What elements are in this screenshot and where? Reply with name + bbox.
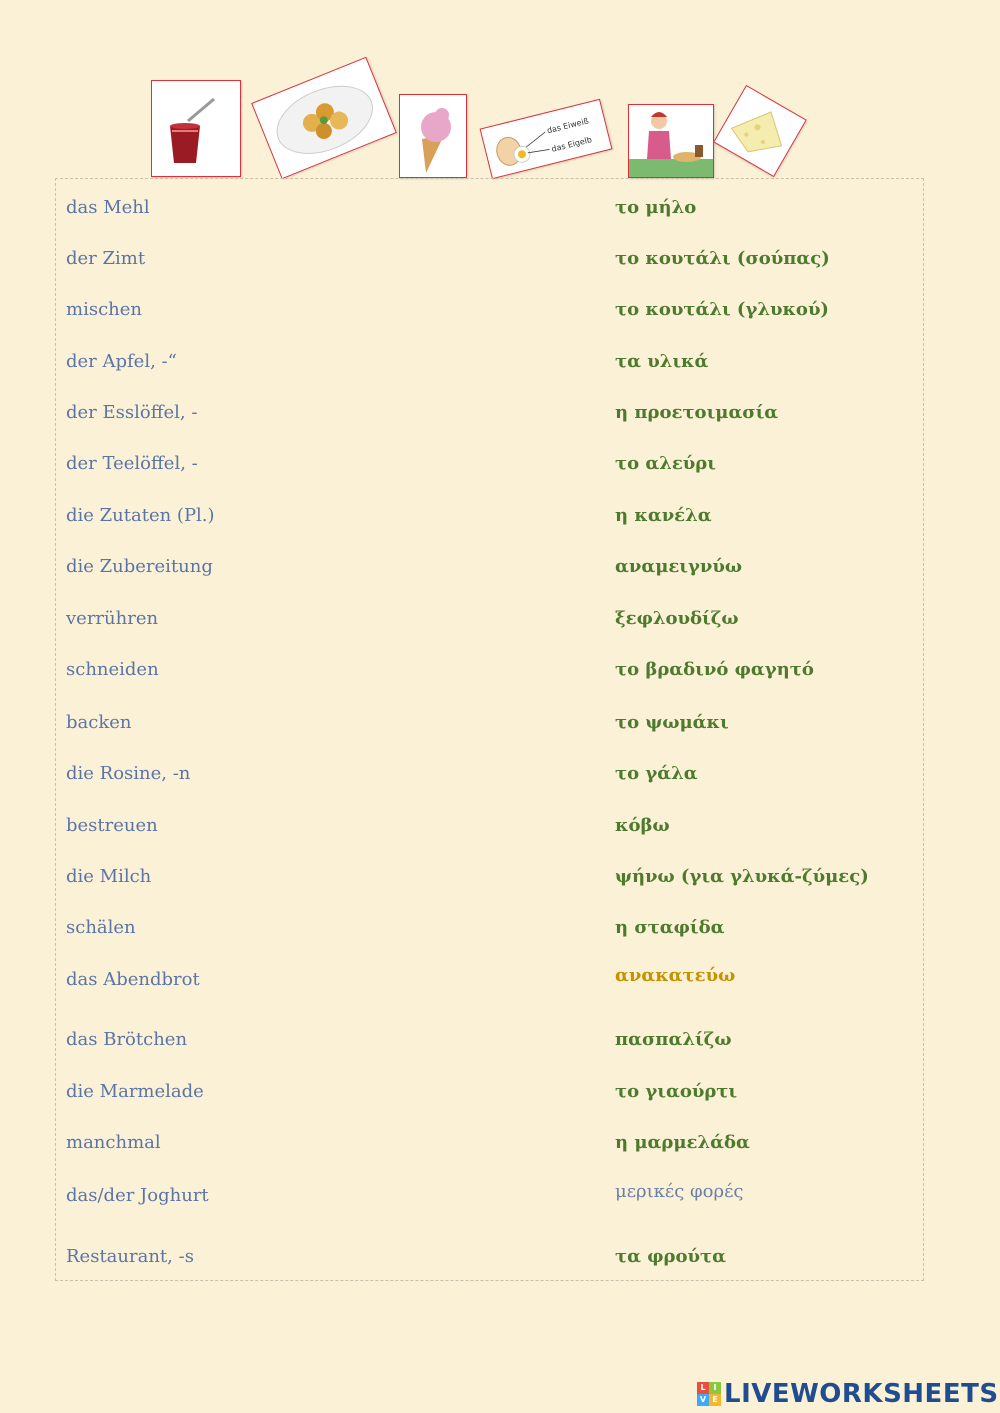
vocab-row	[56, 453, 923, 483]
german-word: der Apfel, -“	[66, 351, 177, 372]
greek-word[interactable]: το μήλο	[615, 197, 697, 218]
greek-word[interactable]: το βραδινό φαγητό	[615, 659, 814, 680]
greek-word[interactable]: τα υλικά	[615, 351, 709, 372]
greek-word[interactable]: κόβω	[615, 815, 670, 836]
egg-yolk-label: das Eigelb	[550, 135, 593, 154]
german-word: die Zutaten (Pl.)	[66, 505, 215, 526]
greek-word[interactable]: το κουτάλι (γλυκού)	[615, 299, 829, 320]
logo-text: LIVEWORKSHEETS	[724, 1379, 999, 1409]
icecream-image	[399, 94, 467, 178]
greek-word[interactable]: πασπαλίζω	[615, 1029, 732, 1050]
vocab-row	[56, 1029, 923, 1059]
egg-white-label: das Eiweiß	[546, 116, 590, 136]
vocab-row	[56, 608, 923, 638]
german-word: die Milch	[66, 866, 152, 887]
greek-word[interactable]: το κουτάλι (σούπας)	[615, 248, 830, 269]
cheese-image	[713, 85, 807, 177]
logo-letter: E	[709, 1394, 721, 1406]
vocab-row	[56, 505, 923, 535]
german-word: mischen	[66, 299, 142, 320]
vocab-row	[56, 556, 923, 586]
plate-image	[251, 57, 397, 179]
german-word: die Rosine, -n	[66, 763, 191, 784]
german-word: der Teelöffel, -	[66, 453, 198, 474]
vocab-row	[56, 712, 923, 742]
greek-word[interactable]: το γιαούρτι	[615, 1081, 738, 1102]
cracked-egg-icon	[481, 100, 611, 178]
drink-image	[151, 80, 241, 177]
greek-word[interactable]: το ψωμάκι	[615, 712, 729, 733]
vocab-row	[56, 1081, 923, 1111]
egg-image	[480, 99, 613, 179]
vocab-row	[56, 402, 923, 432]
german-word: schälen	[66, 917, 136, 938]
german-word: das Abendbrot	[66, 969, 200, 990]
german-word: das Brötchen	[66, 1029, 188, 1050]
vocab-row	[56, 1246, 923, 1276]
german-word: backen	[66, 712, 132, 733]
vocab-row	[56, 866, 923, 896]
vocab-row	[56, 248, 923, 278]
greek-word[interactable]: μερικές φορές	[615, 1181, 744, 1202]
glass-of-juice-icon	[152, 81, 240, 176]
german-word: das Mehl	[66, 197, 150, 218]
german-word: der Zimt	[66, 248, 146, 269]
plate-of-potatoes-icon	[252, 58, 395, 178]
vocab-row	[56, 1181, 923, 1215]
german-word: der Esslöffel, -	[66, 402, 198, 423]
greek-word[interactable]: το γάλα	[615, 763, 698, 784]
logo-mark-icon	[697, 1382, 721, 1406]
liveworksheets-logo	[697, 1378, 999, 1410]
german-word: schneiden	[66, 659, 159, 680]
logo-letter: I	[709, 1382, 721, 1394]
greek-word[interactable]: ξεφλουδίζω	[615, 608, 739, 629]
vocab-row	[56, 763, 923, 793]
greek-word[interactable]: ανακατεύω	[615, 965, 736, 986]
vocabulary-table	[55, 178, 924, 1281]
german-word: die Zubereitung	[66, 556, 213, 577]
greek-word[interactable]: η κανέλα	[615, 505, 712, 526]
vocab-row	[56, 299, 923, 329]
german-word: verrühren	[66, 608, 159, 629]
german-word: die Marmelade	[66, 1081, 204, 1102]
vocab-row	[56, 351, 923, 381]
greek-word[interactable]: η μαρμελάδα	[615, 1132, 750, 1153]
vocab-row	[56, 659, 923, 689]
german-word: Restaurant, -s	[66, 1246, 194, 1267]
vocab-row	[56, 815, 923, 845]
picture-strip	[0, 0, 1000, 185]
ice-cream-cone-icon	[400, 95, 466, 177]
greek-word[interactable]: αναμειγνύω	[615, 556, 743, 577]
baking-image	[628, 104, 714, 178]
german-word: das/der Joghurt	[66, 1185, 209, 1206]
greek-word[interactable]: ψήνω (για γλυκά-ζύμες)	[615, 866, 869, 887]
cheese-slice-icon	[715, 86, 806, 175]
vocab-row	[56, 917, 923, 947]
vocab-row	[56, 1132, 923, 1162]
greek-word[interactable]: τα φρούτα	[615, 1246, 726, 1267]
girl-baking-icon	[629, 105, 713, 177]
vocab-row	[56, 197, 923, 227]
german-word: bestreuen	[66, 815, 158, 836]
logo-letter: L	[697, 1382, 709, 1394]
greek-word[interactable]: η σταφίδα	[615, 917, 725, 938]
german-word: manchmal	[66, 1132, 161, 1153]
logo-letter: V	[697, 1394, 709, 1406]
vocab-row	[56, 965, 923, 999]
greek-word[interactable]: το αλεύρι	[615, 453, 716, 474]
greek-word[interactable]: η προετοιμασία	[615, 402, 779, 423]
